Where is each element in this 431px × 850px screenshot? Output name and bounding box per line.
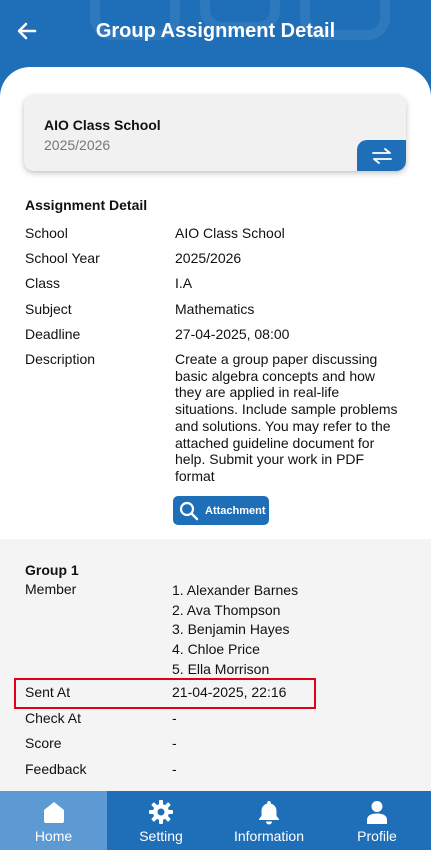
app-header [0, 0, 431, 70]
member-item: 4. Chloe Price [172, 641, 260, 658]
check-at-label: Check At [25, 710, 82, 726]
school-label: School [25, 225, 68, 241]
gear-icon [148, 799, 174, 825]
member-item: 1. Alexander Barnes [172, 582, 299, 598]
home-icon [41, 799, 67, 825]
attachment-button-label: Attachment [205, 504, 266, 517]
nav-information-label: Information [233, 828, 305, 844]
school-year-value: 2025/2026 [175, 250, 242, 266]
sent-at-label: Sent At [25, 684, 71, 700]
member-list [172, 581, 298, 679]
nav-home[interactable] [0, 791, 107, 850]
assignment-detail-heading: Assignment Detail [25, 197, 148, 213]
sent-at-value: 21-04-2025, 22:16 [172, 684, 287, 700]
feedback-value: - [172, 761, 177, 777]
switch-school-button[interactable] [357, 140, 406, 171]
swap-arrows-icon [370, 147, 394, 165]
description-label: Description [25, 351, 96, 367]
page-title: Group Assignment Detail [95, 20, 336, 42]
group-section [0, 539, 431, 791]
check-at-value: - [172, 710, 177, 726]
subject-value: Mathematics [175, 301, 255, 317]
attachment-button[interactable] [173, 496, 269, 525]
bottom-navigation [0, 791, 431, 850]
school-year: 2025/2026 [44, 137, 111, 153]
member-item: 5. Ella Morrison [172, 660, 270, 677]
feedback-label: Feedback [25, 761, 87, 777]
class-label: Class [25, 275, 61, 291]
nav-profile[interactable] [323, 791, 431, 850]
school-value: AIO Class School [175, 225, 285, 241]
deadline-value: 27-04-2025, 08:00 [175, 326, 290, 342]
score-label: Score [25, 735, 62, 751]
group-title: Group 1 [25, 562, 79, 578]
nav-setting[interactable] [107, 791, 215, 850]
nav-home-label: Home [34, 828, 73, 844]
member-item: 2. Ava Thompson [172, 601, 281, 618]
user-icon [364, 799, 390, 825]
nav-information[interactable] [215, 791, 323, 850]
school-card [24, 95, 406, 171]
subject-label: Subject [25, 301, 72, 317]
member-label: Member [25, 581, 77, 597]
description-value: Create a group paper discussing basic algebra concepts and how they are applied in real-life situations. Include sample problems and solutions. You may refer to the attached guideline document for help. Submit your work in PDF format [175, 351, 398, 484]
school-year-label: School Year [25, 250, 100, 266]
nav-setting-label: Setting [139, 828, 183, 844]
detail-content[interactable] [0, 67, 431, 791]
class-value: I.A [175, 275, 193, 291]
school-name: AIO Class School [44, 117, 161, 133]
member-item: 3. Benjamin Hayes [172, 621, 290, 638]
deadline-label: Deadline [25, 326, 81, 342]
nav-profile-label: Profile [357, 828, 397, 844]
search-icon [179, 501, 199, 521]
score-value: - [172, 735, 177, 751]
bell-icon [256, 799, 282, 825]
